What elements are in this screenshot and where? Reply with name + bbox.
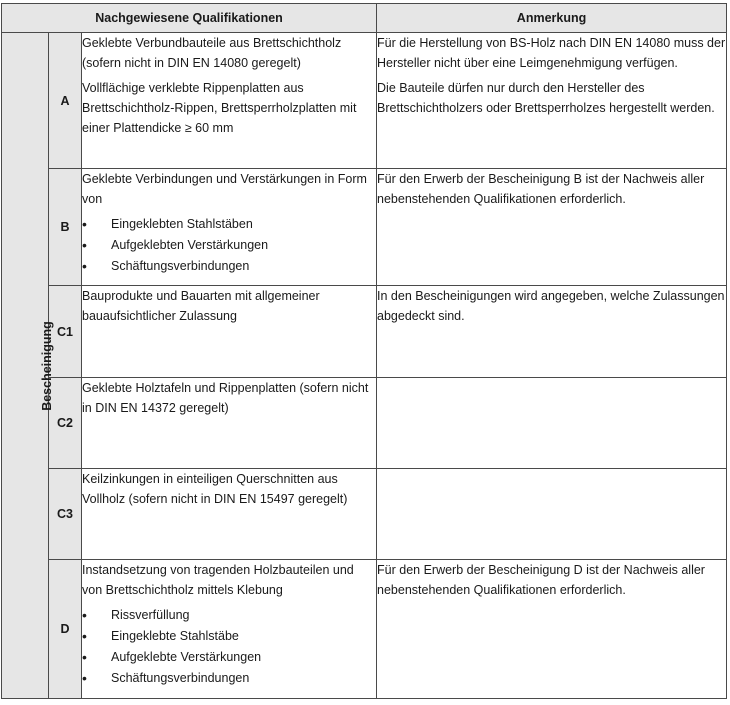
qualification-cell bbox=[82, 469, 377, 560]
remark-cell bbox=[377, 469, 727, 560]
table-row bbox=[2, 378, 727, 469]
remark-text: Die Bauteile dürfen nur durch den Hersteller des Brettschichtholzers oder Brettsperrholzes hergestellt werden. bbox=[377, 81, 715, 115]
list-item: • Eingeklebten Stahlstäben bbox=[111, 214, 376, 234]
qualification-list bbox=[82, 214, 376, 276]
qualification-text: Geklebte Verbundbauteile aus Brettschichtholz (sofern nicht in DIN EN 14080 geregelt) bbox=[82, 36, 342, 70]
row-code: C2 bbox=[49, 378, 82, 469]
certificate-column bbox=[2, 33, 54, 699]
table-row bbox=[2, 169, 727, 286]
table-row bbox=[2, 469, 727, 560]
table-row bbox=[2, 560, 727, 699]
qualification-cell bbox=[82, 378, 377, 469]
qualification-list bbox=[82, 605, 376, 688]
row-code: C3 bbox=[49, 469, 82, 560]
list-item: • Schäftungsverbindungen bbox=[111, 668, 376, 688]
list-item: • Schäftungsverbindungen bbox=[111, 256, 376, 276]
remark-text: Für den Erwerb der Bescheinigung D ist der Nachweis aller nebenstehenden Qualifikationen erforderlich. bbox=[377, 563, 705, 597]
qualification-cell bbox=[82, 560, 377, 699]
list-item: • Aufgeklebten Verstärkungen bbox=[111, 235, 376, 255]
table-row bbox=[2, 33, 727, 169]
row-code: B bbox=[49, 169, 82, 286]
remark-cell bbox=[377, 33, 727, 169]
qualification-cell bbox=[82, 169, 377, 286]
remark-text: In den Bescheinigungen wird angegeben, welche Zulassungen abgedeckt sind. bbox=[377, 289, 725, 323]
qualification-text: Vollflächige verklebte Rippenplatten aus Brettschichtholz-Rippen, Brettsperrholzplatten mit einer Plattendicke ≥ 60 mm bbox=[82, 81, 357, 135]
qualification-cell bbox=[82, 33, 377, 169]
qualification-text: Keilzinkungen in einteiligen Querschnitten aus Vollholz (sofern nicht in DIN EN 15497 geregelt) bbox=[82, 472, 348, 506]
qualification-text: Bauprodukte und Bauarten mit allgemeiner bauaufsichtlicher Zulassung bbox=[82, 289, 320, 323]
row-code: A bbox=[49, 33, 82, 169]
qualification-text: Geklebte Verbindungen und Verstärkungen in Form von bbox=[82, 172, 367, 206]
header-row bbox=[2, 4, 727, 33]
remark-cell bbox=[377, 169, 727, 286]
list-item: • Eingeklebte Stahlstäbe bbox=[111, 626, 376, 646]
header-remarks: Anmerkung bbox=[377, 4, 727, 33]
list-item: • Rissverfüllung bbox=[111, 605, 376, 625]
qualification-text: Instandsetzung von tragenden Holzbauteilen und von Brettschichtholz mittels Klebung bbox=[82, 563, 354, 597]
remark-text: Für die Herstellung von BS-Holz nach DIN EN 14080 muss der Hersteller nicht über eine Leimgenehmigung verfügen. bbox=[377, 36, 726, 70]
qualification-text: Geklebte Holztafeln und Rippenplatten (sofern nicht in DIN EN 14372 geregelt) bbox=[82, 381, 369, 415]
qualification-cell bbox=[82, 286, 377, 378]
certificate-label: Bescheinigung bbox=[39, 320, 54, 411]
remark-cell bbox=[377, 286, 727, 378]
remark-text: Für den Erwerb der Bescheinigung B ist der Nachweis aller nebenstehenden Qualifikationen erforderlich. bbox=[377, 172, 705, 206]
header-qualifications: Nachgewiesene Qualifikationen bbox=[2, 4, 377, 33]
list-item: • Aufgeklebte Verstärkungen bbox=[111, 647, 376, 667]
remark-cell bbox=[377, 378, 727, 469]
table-row bbox=[2, 286, 727, 378]
remark-cell bbox=[377, 560, 727, 699]
row-code: C1 bbox=[49, 286, 82, 378]
row-code: D bbox=[49, 560, 82, 699]
qualification-table bbox=[1, 3, 727, 699]
